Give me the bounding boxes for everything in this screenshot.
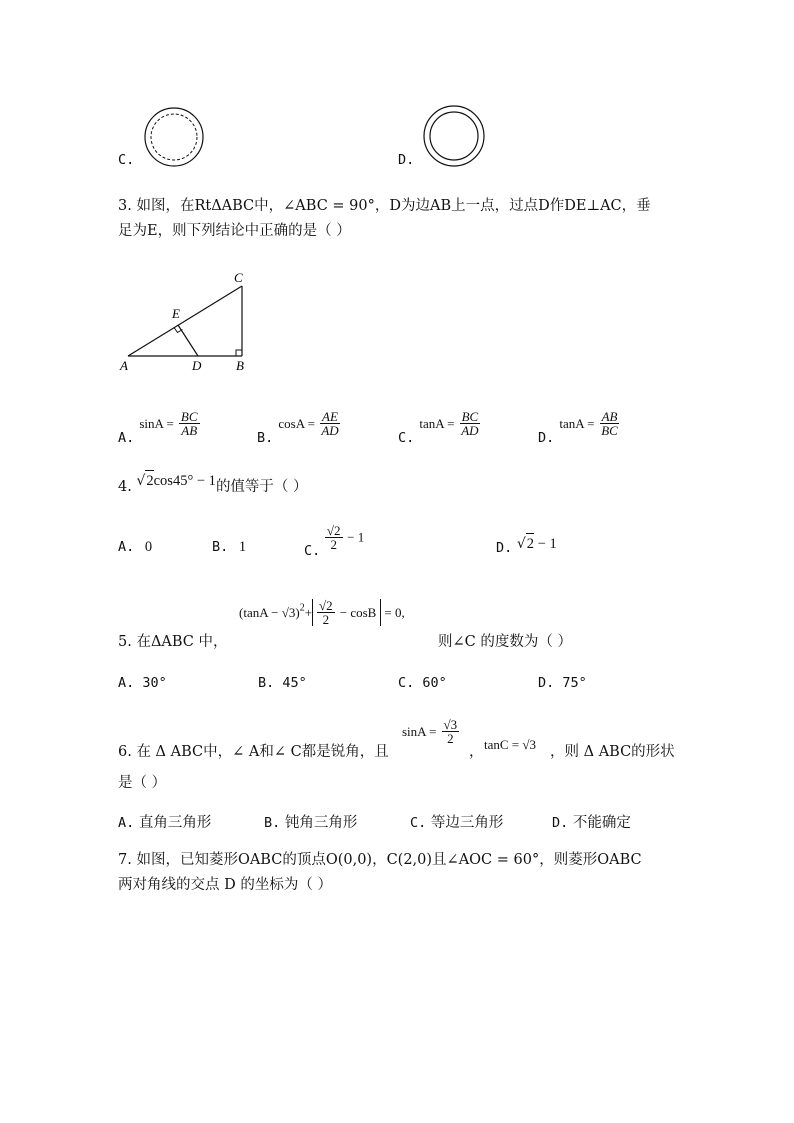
option-lhs: sinA = xyxy=(139,416,174,431)
q5-option-b[interactable] xyxy=(258,675,307,691)
q5-option-c[interactable] xyxy=(398,675,447,691)
q6-option-d[interactable] xyxy=(552,813,631,833)
q3-option-b[interactable] xyxy=(257,409,340,446)
q6-tan-expression: tanC = √3 xyxy=(484,737,537,752)
segment-de xyxy=(178,325,198,356)
q6-option-c[interactable] xyxy=(410,813,503,833)
option-value: 不能确定 xyxy=(572,815,631,831)
q3-option-c[interactable] xyxy=(398,409,480,446)
q6-stem-line1-a: 6. 在 Δ ABC中，∠ A和∠ C都是锐角，且 xyxy=(118,744,389,760)
q5-stem-prefix: 5. 在ΔABC 中， xyxy=(118,634,228,650)
q6-stem-line2: 是（ ） xyxy=(118,775,167,791)
option-key: B. xyxy=(258,675,275,691)
option-tail: − 1 xyxy=(537,536,557,552)
point-label-e: E xyxy=(172,306,180,321)
option-lhs: tanA = xyxy=(419,416,455,431)
option-key: D. xyxy=(552,815,569,831)
option-tail: − 1 xyxy=(347,529,365,545)
option-key: C. xyxy=(304,542,321,559)
option-key: A. xyxy=(118,815,135,831)
option-value: 1 xyxy=(238,539,247,555)
q6-stem-line1-b: ，则 Δ ABC的形状 xyxy=(550,744,675,760)
option-key: C. xyxy=(410,815,427,831)
right-angle-mark-e xyxy=(174,328,183,333)
point-label-d: D xyxy=(192,358,202,373)
fraction-denominator: 2 xyxy=(447,731,454,746)
q3-option-d[interactable] xyxy=(538,409,619,446)
outer-circle xyxy=(145,108,203,166)
q6-option-b[interactable] xyxy=(264,813,357,833)
option-key: D. xyxy=(538,675,555,691)
fraction-denominator: 2 xyxy=(330,537,337,552)
q4-expression: cos45° − 1 xyxy=(153,473,216,489)
absolute-value xyxy=(312,599,381,626)
q4-option-d[interactable]: D. √2 − 1 xyxy=(496,537,557,558)
q4-stem-suffix: 的值等于（ ） xyxy=(215,479,308,495)
q3-stem-line1: 3. 如图，在RtΔABC中，∠ABC = 90°，D为边AB上一点，过点D作DE⊥AC，垂 xyxy=(118,198,651,214)
q4-option-b[interactable] xyxy=(212,537,246,557)
segment-ac xyxy=(128,286,242,356)
q5-option-a[interactable] xyxy=(118,675,167,691)
q5-option-d[interactable] xyxy=(538,675,587,691)
outer-circle xyxy=(424,106,484,166)
sqrt-radicand: 2 xyxy=(526,533,534,554)
eq-exponent: 2 xyxy=(299,602,305,614)
option-key: B. xyxy=(264,815,281,831)
option-value: 60° xyxy=(422,675,447,691)
option-key: A. xyxy=(118,675,135,691)
q2-option-c-circle-figure xyxy=(143,106,205,168)
dashed-inner-circle xyxy=(151,114,197,160)
fraction-numerator: AE xyxy=(322,409,338,424)
option-key: D. xyxy=(538,430,555,446)
option-value: 0 xyxy=(144,539,153,555)
option-key: C. xyxy=(398,675,415,691)
q7-stem-line2: 两对角线的交点 D 的坐标为（ ） xyxy=(118,877,332,893)
eq-minus-cos: − cosB xyxy=(339,605,377,620)
option-key: D. xyxy=(496,540,513,556)
eq-right: = 0, xyxy=(384,605,405,620)
fraction-denominator: AB xyxy=(181,423,198,438)
fraction-numerator: √2 xyxy=(319,598,333,613)
option-key: C. xyxy=(398,430,415,446)
vertex-label-b: B xyxy=(236,358,244,373)
option-value: 75° xyxy=(562,675,587,691)
fraction-numerator: BC xyxy=(180,409,198,424)
fraction-numerator: AB xyxy=(601,409,618,424)
option-key: A. xyxy=(118,539,135,555)
q2-option-c-label: C. xyxy=(118,152,135,168)
inner-circle xyxy=(430,112,478,160)
option-lhs: cosA = xyxy=(278,416,315,431)
option-value: 直角三角形 xyxy=(138,815,212,831)
q6-option-a[interactable] xyxy=(118,813,211,833)
fraction-denominator: 2 xyxy=(322,612,330,627)
option-value: 30° xyxy=(142,675,167,691)
q3-stem-line2: 足为E，则下列结论中正确的是（ ） xyxy=(118,223,351,239)
vertex-label-a: A xyxy=(120,358,128,373)
question-number: 4. xyxy=(118,479,132,495)
q3-option-a[interactable] xyxy=(118,409,200,446)
option-value: 等边三角形 xyxy=(430,815,504,831)
q6-sin-expression xyxy=(402,718,459,745)
fraction-denominator: AD xyxy=(321,423,339,438)
fraction-numerator: √2 xyxy=(326,523,341,538)
option-value: 钝角三角形 xyxy=(284,815,358,831)
q6-comma: ， xyxy=(469,744,484,760)
q2-option-d-label: D. xyxy=(398,152,415,168)
q4-option-a[interactable] xyxy=(118,537,152,557)
fraction-numerator: BC xyxy=(461,409,479,424)
right-angle-mark-b xyxy=(236,350,242,356)
option-value: 45° xyxy=(282,675,307,691)
option-key: B. xyxy=(212,539,229,555)
q5-equation xyxy=(239,599,405,626)
option-key: B. xyxy=(257,430,274,446)
q4-stem: 4. √2cos45° − 1的值等于（ ） xyxy=(118,476,308,497)
q7-stem-line1: 7. 如图，已知菱形OABC的顶点O(0,0)，C(2,0)且∠AOC = 60°，则菱形OABC xyxy=(118,852,642,868)
fraction-denominator: BC xyxy=(601,423,618,438)
fraction-numerator: √3 xyxy=(443,717,458,732)
eq-left: (tanA − √3) xyxy=(239,605,300,620)
q3-triangle-figure xyxy=(112,264,262,376)
vertex-label-c: C xyxy=(234,270,243,285)
sqrt-radicand: 2 xyxy=(145,470,153,491)
q4-option-c[interactable] xyxy=(304,523,365,559)
q2-option-d-circle-figure xyxy=(422,104,486,168)
option-key: A. xyxy=(118,430,135,446)
option-lhs: tanA = xyxy=(559,416,595,431)
q5-stem-suffix: 则∠C 的度数为（ ） xyxy=(438,634,572,650)
sin-lhs: sinA = xyxy=(402,724,437,739)
fraction-denominator: AD xyxy=(461,423,479,438)
eq-plus: + xyxy=(304,605,313,620)
